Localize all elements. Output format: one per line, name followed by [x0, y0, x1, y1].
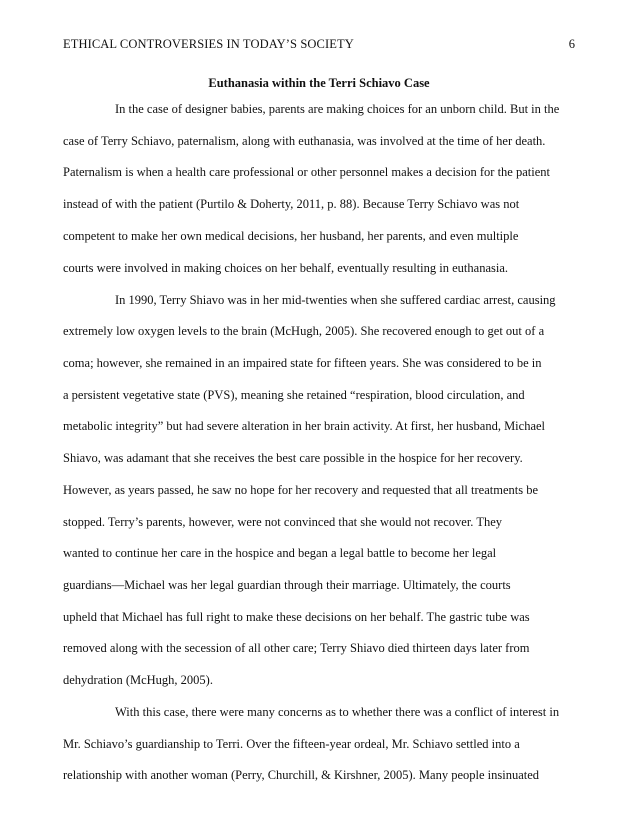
body-line: courts were involved in making choices on her behalf, eventually resulting in euthanasia.	[63, 261, 509, 275]
running-head: ETHICAL CONTROVERSIES IN TODAY’S SOCIETY	[63, 37, 354, 51]
body-line: competent to make her own medical decisions, her husband, her parents, and even multiple	[63, 229, 519, 243]
body-line: upheld that Michael has full right to make these decisions on her behalf. The gastric tube was	[63, 610, 530, 624]
body-line: case of Terry Schiavo, paternalism, along with euthanasia, was involved at the time of her death.	[63, 134, 546, 148]
body-line: relationship with another woman (Perry, Churchill, & Kirshner, 2005). Many people insinuated	[63, 768, 540, 782]
body-line: Paternalism is when a health care professional or other personnel makes a decision for the patient	[63, 165, 550, 179]
body-line: a persistent vegetative state (PVS), meaning she retained “respiration, blood circulation, and	[63, 388, 525, 402]
body-line: guardians—Michael was her legal guardian through their marriage. Ultimately, the courts	[63, 578, 511, 592]
body-line: coma; however, she remained in an impaired state for fifteen years. She was considered to be in	[63, 356, 542, 370]
page-header	[63, 37, 575, 55]
body-line: stopped. Terry’s parents, however, were not convinced that she would not recover. They	[63, 515, 503, 529]
body-line: In the case of designer babies, parents are making choices for an unborn child. But in the	[115, 102, 560, 116]
page-number: 6	[568, 37, 575, 51]
body-line: metabolic integrity” but had severe alteration in her brain activity. At first, her husband, Michael	[63, 419, 546, 433]
body-line: wanted to continue her care in the hospice and began a legal battle to become her legal	[63, 546, 497, 560]
body-line: In 1990, Terry Shiavo was in her mid-twenties when she suffered cardiac arrest, causing	[115, 293, 556, 307]
body-line: Shiavo, was adamant that she receives the best care possible in the hospice for her recovery.	[63, 451, 523, 465]
body-line: dehydration (McHugh, 2005).	[63, 673, 213, 687]
body-line: instead of with the patient (Purtilo & Doherty, 2011, p. 88). Because Terry Schiavo was not	[63, 197, 520, 211]
body-line: removed along with the secession of all other care; Terry Shiavo died thirteen days later from	[63, 641, 530, 655]
section-title: Euthanasia within the Terri Schiavo Case	[208, 76, 430, 90]
body-line: However, as years passed, he saw no hope for her recovery and requested that all treatments be	[63, 483, 539, 497]
body-line: With this case, there were many concerns as to whether there was a conflict of interest in	[115, 705, 560, 719]
body-line: Mr. Schiavo’s guardianship to Terri. Over the fifteen-year ordeal, Mr. Schiavo settled into a	[63, 737, 520, 751]
body-line: extremely low oxygen levels to the brain (McHugh, 2005). She recovered enough to get out of a	[63, 324, 545, 338]
